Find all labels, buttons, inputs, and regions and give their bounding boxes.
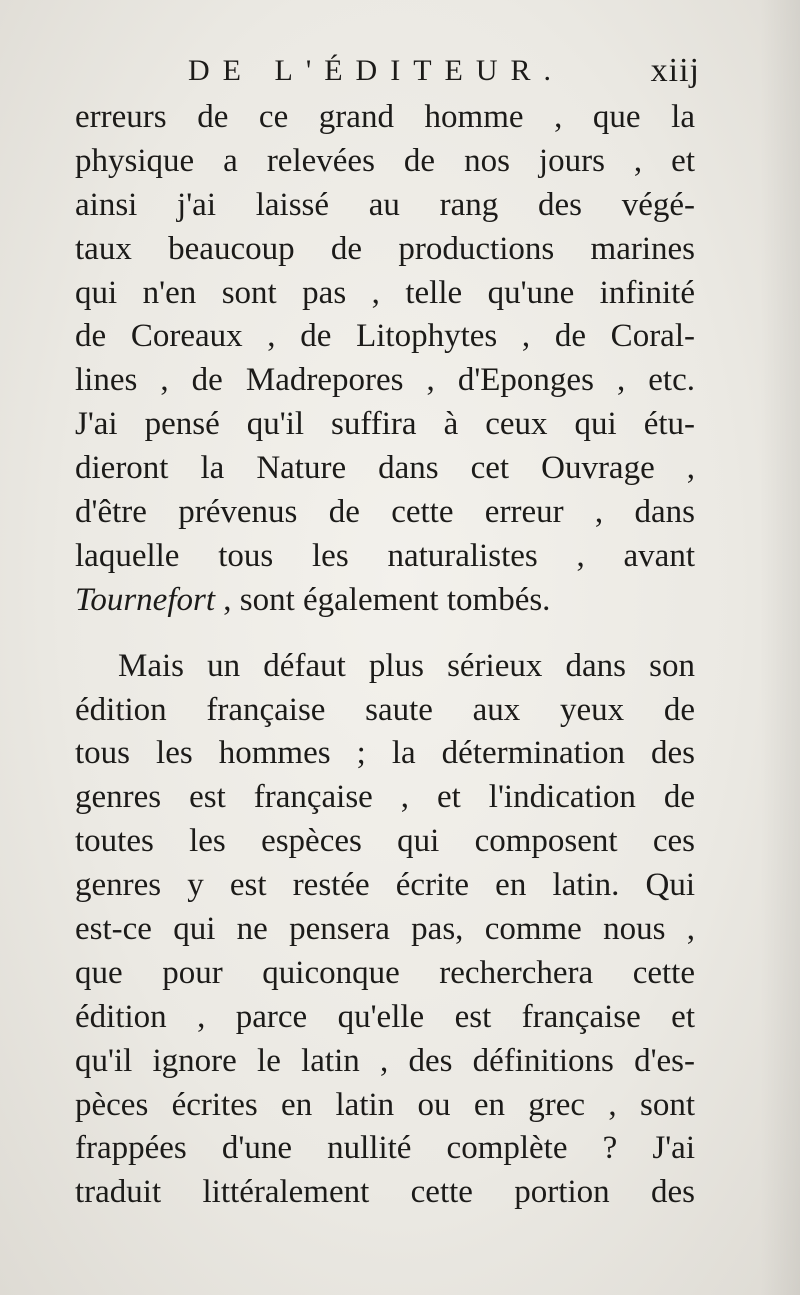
text-line: qu'il ignore le latin , des définitions d'es- (75, 1042, 695, 1079)
text-line: que pour quiconque recherchera cette (75, 954, 695, 991)
text-line-rest: , sont également tombés. (223, 581, 551, 618)
text-line: ainsi j'ai laissé au rang des végé- (75, 186, 695, 223)
text-line: taux beaucoup de productions marines (75, 230, 695, 267)
paragraph (75, 96, 695, 623)
text-line: J'ai pensé qu'il suffira à ceux qui étu- (75, 406, 695, 443)
text-line: physique a relevées de nos jours , et (75, 142, 695, 179)
text-line: erreurs de ce grand homme , que la (75, 99, 695, 135)
text-line: de Coreaux , de Litophytes , de Coral- (75, 318, 695, 355)
text-line: lines , de Madrepores , d'Eponges , etc. (75, 362, 695, 399)
text-line: d'être prévenus de cette erreur , dans (75, 494, 695, 531)
paragraph (75, 645, 695, 1216)
text-line: traduit littéralement cette portion des (75, 1174, 695, 1211)
text-line: est-ce qui ne pensera pas, comme nous , (75, 911, 695, 948)
text-line: dieront la Nature dans cet Ouvrage , (75, 450, 695, 487)
text-line-final (75, 579, 695, 623)
text-line: genres y est restée écrite en latin. Qui (75, 867, 695, 904)
text-line: édition française saute aux yeux de (75, 691, 695, 728)
text-line: tous les hommes ; la détermination des (75, 735, 695, 772)
text-line: édition , parce qu'elle est française et (75, 998, 695, 1035)
running-title: DE L'ÉDITEUR. (188, 54, 565, 87)
italic-name: Tournefort (75, 581, 215, 618)
page-edge-shadow (760, 0, 800, 1295)
text-line: qui n'en sont pas , telle qu'une infinité (75, 274, 695, 311)
page-number: xiij (650, 52, 700, 89)
text-line: toutes les espèces qui composent ces (75, 823, 695, 860)
paragraph-gap (75, 623, 695, 645)
text-line: frappées d'une nullité complète ? J'ai (75, 1130, 695, 1167)
page-header (0, 46, 800, 96)
body-text (75, 96, 695, 1215)
text-line: pèces écrites en latin ou en grec , sont (75, 1086, 695, 1123)
text-line-indented: Mais un défaut plus sérieux dans son (118, 647, 695, 684)
text-line: genres est française , et l'indication de (75, 779, 695, 816)
text-line: laquelle tous les naturalistes , avant (75, 537, 695, 574)
